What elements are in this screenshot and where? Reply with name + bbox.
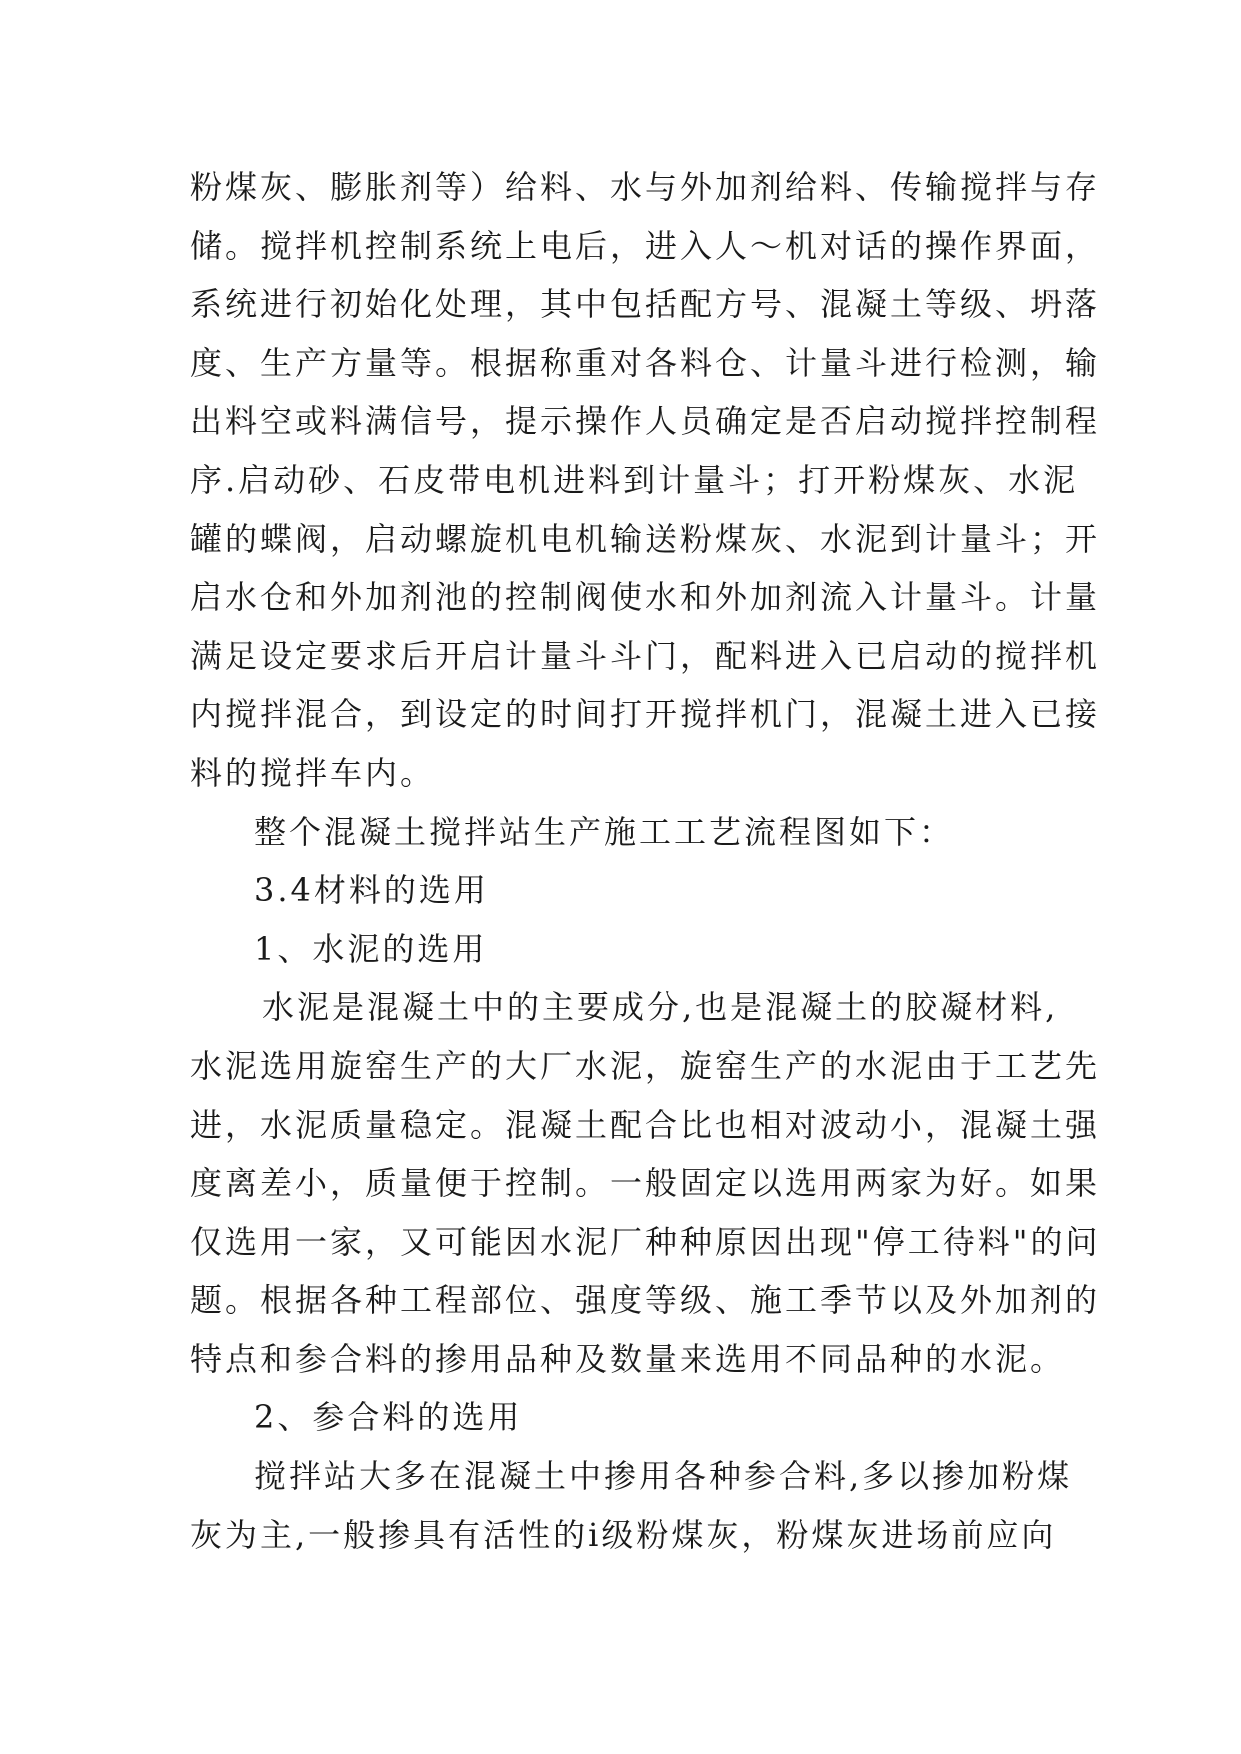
text-line: 度离差小，质量便于控制。一般固定以选用两家为好。如果 <box>190 1164 1101 1203</box>
text-line: 系统进行初始化处理，其中包括配方号、混凝土等级、坍落 <box>190 285 1101 324</box>
paragraph-first-line: 水泥是混凝土中的主要成分,也是混凝土的胶凝材料, <box>262 988 1059 1027</box>
text-line: 启水仓和外加剂池的控制阀使水和外加剂流入计量斗。计量 <box>190 578 1101 617</box>
text-line: 出料空或料满信号，提示操作人员确定是否启动搅拌控制程 <box>190 402 1101 441</box>
section-intro-line: 整个混凝土搅拌站生产施工工艺流程图如下： <box>254 812 955 851</box>
text-line: 料的搅拌车内。 <box>190 753 436 792</box>
section-heading: 3.4材料的选用 <box>254 871 489 910</box>
paragraph-first-line: 搅拌站大多在混凝土中掺用各种参合料,多以掺加粉煤 <box>254 1457 1073 1496</box>
text-line: 内搅拌混合，到设定的时间打开搅拌机门，混凝土进入已接 <box>190 695 1101 734</box>
subsection-heading: 2、参合料的选用 <box>254 1398 523 1437</box>
subsection-heading: 1、水泥的选用 <box>254 929 488 968</box>
text-line: 特点和参合料的掺用品种及数量来选用不同品种的水泥。 <box>190 1339 1066 1378</box>
text-line: 进，水泥质量稳定。混凝土配合比也相对波动小，混凝土强 <box>190 1105 1101 1144</box>
text-line: 储。搅拌机控制系统上电后，进入人～机对话的操作界面， <box>190 226 1101 265</box>
text-line: 仅选用一家，又可能因水泥厂种种原因出现"停工待料"的问 <box>190 1222 1101 1261</box>
text-line: 水泥选用旋窑生产的大厂水泥，旋窑生产的水泥由于工艺先 <box>190 1046 1101 1085</box>
body-text <box>190 158 1101 1564</box>
text-line: 粉煤灰、膨胀剂等）给料、水与外加剂给料、传输搅拌与存 <box>190 168 1101 206</box>
text-line: 序.启动砂、石皮带电机进料到计量斗；打开粉煤灰、水泥 <box>190 460 1079 499</box>
text-line: 度、生产方量等。根据称重对各料仓、计量斗进行检测，输 <box>190 343 1101 382</box>
text-line: 罐的蝶阀，启动螺旋机电机输送粉煤灰、水泥到计量斗；开 <box>190 519 1101 558</box>
text-line: 题。根据各种工程部位、强度等级、施工季节以及外加剂的 <box>190 1281 1101 1320</box>
text-line: 满足设定要求后开启计量斗斗门，配料进入已启动的搅拌机 <box>190 636 1101 675</box>
text-line: 灰为主,一般掺具有活性的ⅰ级粉煤灰，粉煤灰进场前应向 <box>190 1515 1057 1554</box>
